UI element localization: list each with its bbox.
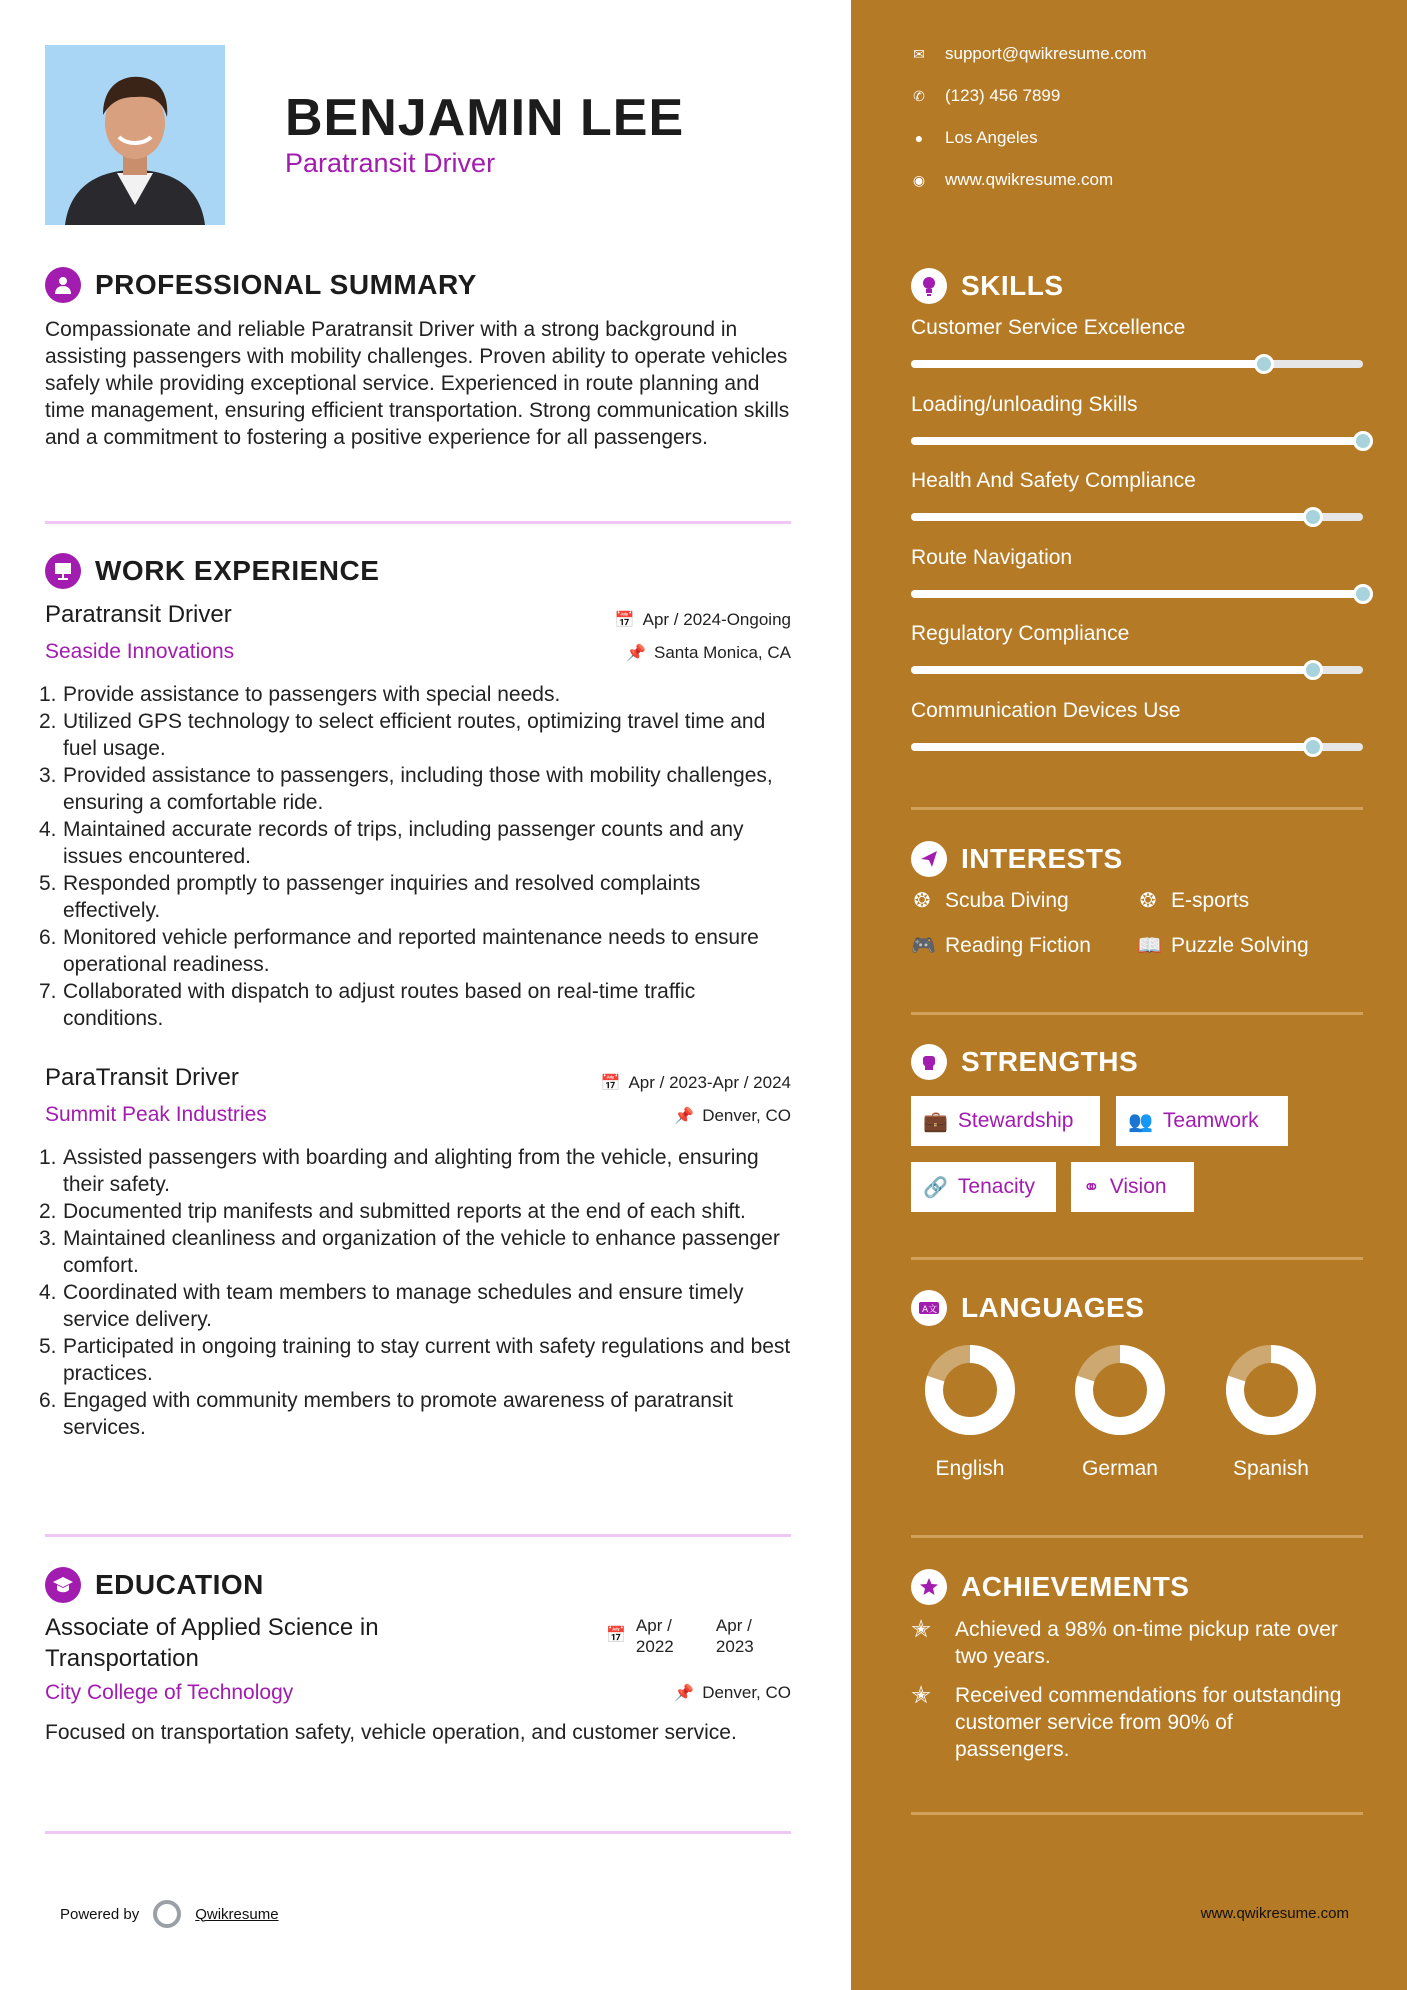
presentation-icon [45, 553, 81, 589]
briefcase-icon: 💼 [923, 1110, 948, 1133]
job-date-text: Apr / 2024-Ongoing [642, 610, 791, 629]
education-heading [45, 1567, 264, 1603]
pin-icon: 📌 [674, 1108, 695, 1125]
strength-tag: 💼 Stewardship [911, 1096, 1100, 1146]
education-title: EDUCATION [95, 1569, 264, 1600]
contact-location [911, 128, 1038, 148]
interest-item: 🎮 Reading Fiction [911, 933, 1091, 957]
skill-bar [911, 743, 1363, 751]
achievement-item: ✭ Achieved a 98% on-time pickup rate over two years. [911, 1616, 1338, 1668]
list-item: 3. Maintained cleanliness and organization of the vehicle to enhance passenger comfort. [39, 1227, 780, 1277]
languages-title: LANGUAGES [961, 1292, 1145, 1323]
skill-bar-knob [1303, 737, 1323, 757]
company-name: Seaside Innovations [45, 640, 235, 663]
map-marker-icon: ● [914, 130, 924, 146]
book-icon: 📖 [1137, 935, 1162, 957]
job-date [615, 610, 791, 630]
translate-icon [911, 1290, 947, 1326]
job-title: ParaTransit Driver [45, 1064, 239, 1091]
work-heading [45, 553, 379, 589]
work-title: WORK EXPERIENCE [95, 555, 380, 586]
phone-text: (123) 456 7899 [945, 86, 1061, 105]
calendar-icon: 📅 [600, 1075, 621, 1092]
interest-item: ❂ Scuba Diving [911, 888, 1069, 913]
strengths-title: STRENGTHS [961, 1046, 1139, 1077]
globe-icon: ◉ [912, 171, 926, 188]
job-bullets [39, 681, 800, 1032]
strengths-heading [911, 1044, 1138, 1080]
pin-icon: 📌 [626, 645, 646, 662]
skills-title: SKILLS [961, 270, 1064, 301]
company-name: Summit Peak Industries [45, 1103, 267, 1126]
list-item: 4. Coordinated with team members to manage schedules and ensure timely service delivery. [39, 1281, 744, 1331]
footer-url[interactable]: www.qwikresume.com [1200, 1905, 1349, 1922]
job-date-text: Apr / 2023-Apr / 2024 [628, 1073, 791, 1092]
summary-title: PROFESSIONAL SUMMARY [95, 269, 477, 300]
interest-item: 📖 Puzzle Solving [1137, 933, 1309, 957]
list-item: 4. Maintained accurate records of trips, including passenger counts and any issues encountered. [39, 818, 744, 868]
language-ring [922, 1342, 1018, 1438]
users-icon: 👥 [1128, 1110, 1153, 1133]
link-icon: 🔗 [923, 1176, 948, 1199]
divider [911, 1535, 1363, 1538]
language-label: English [935, 1457, 1005, 1480]
paper-plane-icon [911, 841, 947, 877]
list-item: 5. Participated in ongoing training to stay current with safety regulations and best practices. [39, 1335, 791, 1385]
lifebuoy-icon: ❂ [1139, 890, 1157, 912]
phone-icon: ✆ [913, 87, 925, 104]
star-icon: ✭ [911, 1616, 932, 1643]
job-location-text: Santa Monica, CA [653, 643, 791, 662]
email-text: support@qwikresume.com [945, 44, 1147, 63]
binoculars-icon: ⚭ [1083, 1176, 1100, 1199]
job-title: Paratransit Driver [45, 601, 232, 628]
divider [911, 1812, 1363, 1815]
list-item: 2. Utilized GPS technology to select efficient routes, optimizing travel time and fuel usage. [39, 710, 766, 760]
skill-bar-fill [911, 743, 1313, 751]
list-item: 6. Engaged with community members to promote awareness of paratransit services. [39, 1389, 733, 1439]
job-date [601, 1073, 791, 1093]
language-label: German [1082, 1457, 1158, 1480]
job-bullets [39, 1144, 800, 1441]
skill-label: Customer Service Excellence [911, 316, 1186, 339]
divider [911, 807, 1363, 810]
interests-title: INTERESTS [961, 843, 1123, 874]
list-item: 2. Documented trip manifests and submitted reports at the end of each shift. [39, 1200, 746, 1223]
footer-powered [60, 1900, 279, 1928]
graduation-cap-icon [45, 1567, 81, 1603]
education-end: Apr / 2023 [715, 1616, 754, 1656]
achievement-item: ✭ Received commendations for outstanding customer service from 90% of passengers. [911, 1682, 1342, 1761]
list-item: 6. Monitored vehicle performance and reported maintenance needs to ensure operational readiness. [39, 926, 759, 976]
list-item: 5. Responded promptly to passenger inquiries and resolved complaints effectively. [39, 872, 701, 922]
strength-tag: 🔗 Tenacity [911, 1162, 1056, 1212]
skill-bar-fill [911, 437, 1363, 445]
education-location-text: Denver, CO [702, 1683, 791, 1702]
skill-bar-fill [911, 360, 1264, 368]
candidate-title: Paratransit Driver [285, 148, 496, 178]
skill-bar-knob [1254, 354, 1274, 374]
powered-by-text: Powered by [60, 1905, 140, 1923]
skill-label: Loading/unloading Skills [911, 392, 1138, 416]
list-item: 7. Collaborated with dispatch to adjust routes based on real-time traffic conditions. [39, 980, 696, 1030]
fist-icon [911, 1044, 947, 1080]
language-ring [1223, 1342, 1319, 1438]
summary-text: Compassionate and reliable Paratransit Driver with a strong background in assisting passengers with mobility challenges. Proven ability to operate vehicles safely while providing exceptional service. Experienced in route planning and time management, ensuring efficient transportation. Strong communication skills and a commitment to fostering a positive experience for all passengers. [45, 318, 790, 449]
svg-text:A文: A文 [922, 1305, 938, 1315]
candidate-name: BENJAMIN LEE [285, 89, 685, 147]
star-icon: ✭ [911, 1682, 932, 1709]
divider [911, 1257, 1363, 1260]
lifebuoy-icon: ❂ [913, 890, 931, 912]
calendar-icon: 📅 [614, 612, 635, 629]
interest-item: ❂ E-sports [1137, 888, 1249, 913]
skill-bar [911, 666, 1363, 674]
skill-bar-knob [1353, 584, 1373, 604]
skill-bar [911, 360, 1363, 368]
achievements-heading [911, 1569, 1189, 1605]
skill-bar-fill [911, 590, 1363, 598]
gamepad-icon: 🎮 [911, 935, 936, 957]
contact-phone[interactable] [911, 86, 1060, 106]
contact-email[interactable] [911, 44, 1147, 64]
strength-tag: 👥 Teamwork [1116, 1096, 1288, 1146]
summary-heading [45, 267, 477, 303]
job-location-text: Denver, CO [702, 1106, 791, 1125]
skills-heading [911, 268, 1064, 304]
skill-label: Route Navigation [911, 545, 1073, 569]
qwikresume-logo-icon [153, 1900, 181, 1928]
skill-bar [911, 513, 1363, 521]
language-label: Spanish [1233, 1457, 1309, 1480]
divider [45, 1534, 791, 1537]
lightbulb-icon [911, 268, 947, 304]
education-start: Apr / 2022 [635, 1616, 674, 1656]
skill-bar-fill [911, 513, 1313, 521]
list-item: 3. Provided assistance to passengers, including those with mobility challenges, ensuring a comfortable ride. [39, 764, 773, 814]
divider [45, 1831, 791, 1834]
user-icon [45, 267, 81, 303]
divider [45, 521, 791, 524]
languages-heading [911, 1290, 1144, 1326]
interests-heading [911, 841, 1123, 877]
list-item: 1. Assisted passengers with boarding and alighting from the vehicle, ensuring their safety. [39, 1146, 759, 1196]
profile-photo [45, 45, 225, 225]
skill-bar-fill [911, 666, 1313, 674]
skill-label: Health And Safety Compliance [911, 469, 1196, 492]
list-item: 1. Provide assistance to passengers with special needs. [39, 683, 561, 706]
pin-icon: 📌 [674, 1685, 695, 1702]
job-location [626, 643, 791, 663]
contact-website[interactable] [911, 170, 1113, 190]
skill-bar-knob [1353, 431, 1373, 451]
location-text: Los Angeles [945, 128, 1038, 147]
star-icon [911, 1569, 947, 1605]
skill-label: Regulatory Compliance [911, 622, 1130, 645]
school-name: City College of Technology [45, 1681, 294, 1704]
job-location [674, 1106, 791, 1126]
education-location [674, 1683, 791, 1703]
envelope-icon: ✉ [913, 45, 925, 62]
education-description: Focused on transportation safety, vehicle operation, and customer service. [45, 1721, 737, 1744]
calendar-icon: 📅 [606, 1627, 626, 1644]
skill-bar [911, 437, 1363, 445]
divider [911, 1012, 1363, 1015]
qwikresume-link[interactable]: Qwikresume [195, 1905, 279, 1923]
website-text: www.qwikresume.com [945, 170, 1114, 189]
achievements-title: ACHIEVEMENTS [961, 1571, 1190, 1602]
skill-bar [911, 590, 1363, 598]
education-dates [606, 1615, 776, 1657]
skill-label: Communication Devices Use [911, 698, 1181, 722]
strength-tag: ⚭ Vision [1071, 1162, 1194, 1212]
degree-title: Associate of Applied Science in Transportation [45, 1614, 379, 1672]
language-ring [1072, 1342, 1168, 1438]
